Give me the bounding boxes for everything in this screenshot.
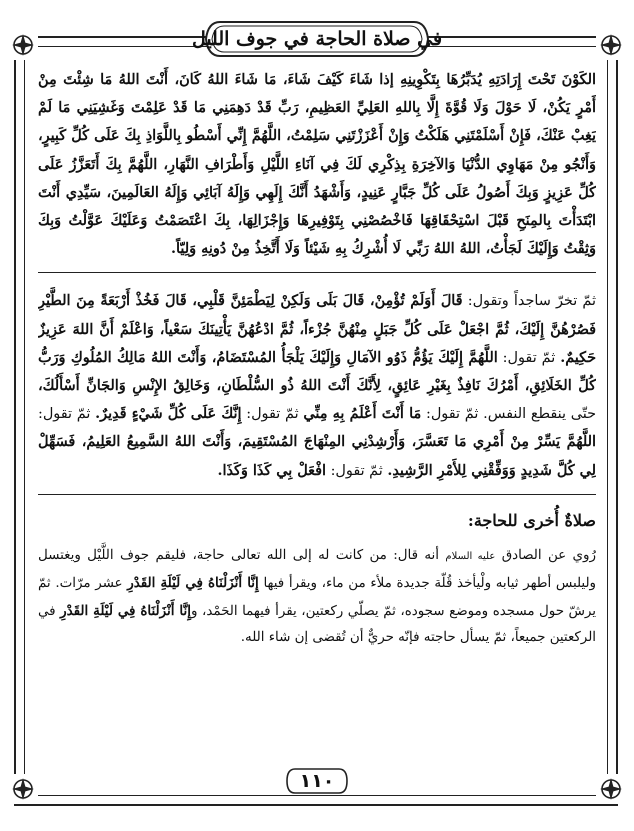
quran-quote: إِنَّا أَنْزَلْنَاهُ فِي لَيْلَةِ القَدْرِ: [127, 575, 259, 592]
supplication-quote: إِنَّكَ عَلَى كُلِّ شَيْءٍ قَدِيرٌ.: [95, 405, 242, 423]
instruction-text: ثمّ تقول:: [38, 406, 91, 423]
page-number-badge: [285, 766, 349, 796]
supplication-quote: افْعَلْ بِي كَذَا وَكَذَا.: [217, 461, 326, 479]
narration-text: رُوي عن الصادق: [501, 547, 596, 563]
instruction-text: ثمّ تقول:: [330, 462, 383, 479]
quran-quote: إِنَّا أَنْزَلْنَاهُ فِي لَيْلَةِ القَدْرِ: [60, 602, 191, 619]
section-divider: [38, 494, 596, 495]
page-body: [38, 66, 596, 756]
supplication-quote: قَالَ أَوَلَمْ تُؤْمِنْ، قَالَ بَلَى وَلَكِنْ لِيَطْمَئِنَّ قَلْبِي، قَالَ فَخُذْ أَرْبَعَةً مِنَ الطَّيْرِ فَصُرْهُنَّ إِلَيْكَ، ثُمَّ اجْعَلْ عَلَى كُلِّ جَبَلٍ مِنْهُنَّ جُزْءاً، ثُمَّ ادْعُهُنَّ يَأْتِينَكَ سَعْياً، وَاعْلَمْ أَنَّ اللهَ عَزِيزٌ حَكِيمٌ.: [38, 292, 596, 366]
narration-text: في الركعتين جميعاً، ثمّ يسأل حاجته فإنّه حريٌّ أن تُقضى إن شاء الله.: [38, 603, 596, 646]
instruction-text: ثمّ تقول:: [425, 406, 479, 423]
supplication-quote: اللَّهُمَّ إِلَيْكَ يَؤُمُّ ذَوُو الآمَالِ وَإِلَيْكَ يَلْجَأُ المُسْتَضَامُ، وَأَنْتَ اللهُ مَالِكُ المُلُوكِ وَرَبُّ كُلِّ الخَلَائِقِ، أَمْرُكَ نَافِذٌ بِغَيْرِ عَائِقٍ، لِأَنَّكَ أَنْتَ اللهُ ذُو السُّلْطَانِ، وَخَالِقُ الإِنْسِ وَالجَانِّ أَسْأَلُكَ،: [38, 348, 596, 395]
page-title: في صلاة الحاجة في جوف الليل: [191, 28, 443, 50]
section-heading: صلاةٌ أُخرى للحاجة:: [467, 510, 596, 530]
corner-ornament-top-left: [8, 30, 38, 60]
narration-text: عشر مرّات. ثمّ يرشّ حول مسجده وموضع سجوده، ثمّ يصلّي ركعتين، يقرأ فيهما الحَمْد، و: [38, 576, 596, 619]
page-number: ١١٠: [299, 770, 335, 792]
instruction-text: حتّى ينقطع النفس.: [483, 406, 596, 423]
supplication-quote: مَا أَنْتَ أَعْلَمُ بِهِ مِنِّي: [303, 405, 422, 423]
running-header: [191, 14, 443, 64]
honorific: عليه السلام: [445, 550, 496, 562]
corner-ornament-bottom-left: [8, 774, 38, 804]
instruction-text: ثمّ تخرّ ساجداً وتقول:: [467, 293, 596, 310]
prostration-paragraph: [38, 287, 596, 484]
instruction-text: ثمّ تقول:: [246, 406, 299, 423]
corner-ornament-bottom-right: [596, 774, 626, 804]
supplication-quote: اللَّهُمَّ يَسِّرْ مِنْ أَمْرِي مَا تَعَسَّرَ، وَأَرْشِدْنِي المِنْهَاجَ المُسْتَقِيمَ، وَأَنْتَ اللهُ السَّمِيعُ العَلِيمُ، فَسَهِّلْ لِي كُلَّ شَدِيدٍ وَوَفِّقْنِي لِلأَمْرِ الرَّشِيدِ.: [38, 433, 596, 479]
narration-paragraph: [38, 543, 596, 652]
instruction-text: ثمّ تقول:: [502, 349, 556, 366]
supplication-paragraph: الكَوْنَ تَحْتَ إِرَادَتِهِ يُدَبِّرُهَا بِتَكْوِينِهِ إذا شَاءَ كَيْفَ شَاءَ، مَا شَاءَ اللهُ كَانَ، أَنْتَ اللهُ مَا شِئْتَ مِنْ أَمْرٍ يَكُنْ، لَا حَوْلَ وَلَا قُوَّةَ إِلَّا بِاللهِ العَلِيِّ العَظِيمِ، رَبِّ قَدْ دَهِمَنِي مَا قَدْ عَلِمْتَ وَغَشِيَنِي مَا لَمْ يَغِبْ عَنْكَ، فَإِنْ أَسْلَمْتَنِي هَلَكْتُ وَإِنْ أَعْزَزْتَنِي سَلِمْتُ، اللَّهُمَّ إِنِّي أَسْطُو بِاللَّوَاذِ بِكَ عَلَى كُلِّ كَبِيرٍ، وَأَنْجُو مِنْ مَهَاوِي الدُّنْيَا وَالآخِرَةِ بِذِكْرِي لَكَ فِي آنَاءِ اللَّيْلِ وَأَطْرَافِ النَّهَارِ، اللَّهُمَّ بِكَ أَتَعَزَّزُ عَلَى كُلِّ عَزِيزٍ وَبِكَ أَصُولُ عَلَى كُلِّ جَبَّارٍ عَنِيدٍ، وَأَشْهَدُ أَنَّكَ إِلَهِي وَإِلَهُ آبَائِي وَإِلَهُ العَالَمِينَ، سَيِّدِي أَنْتَ ابْتَدَأْتَ بِالمِنَحِ قَبْلَ اسْتِحْقَاقِهَا فَاخْصُصْنِي بِتَوْفِيرِهَا وَإِجْزَالِهَا، بِكَ اعْتَصَمْتُ وَعَلَيْكَ عَوَّلْتُ وَبِكَ وَثِقْتُ وَإِلَيْكَ لَجَأْتُ، اللهُ اللهُ رَبِّي لَا أُشْرِكُ بِهِ شَيْئاً وَلَا أَتَّخِذُ مِنْ دُونِهِ وَلِيّاً.: [38, 71, 596, 258]
section-divider: [38, 272, 596, 273]
corner-ornament-top-right: [596, 30, 626, 60]
narration-text: أنه قال: من كانت له إلى الله تعالى حاجة، فليقم جوف اللَّيْل ويغتسل وليلبس أطهر ثيابه ولْيأخذ قُلّة جديدة ملأء من ماء، ويقرأ فيها: [38, 547, 596, 592]
